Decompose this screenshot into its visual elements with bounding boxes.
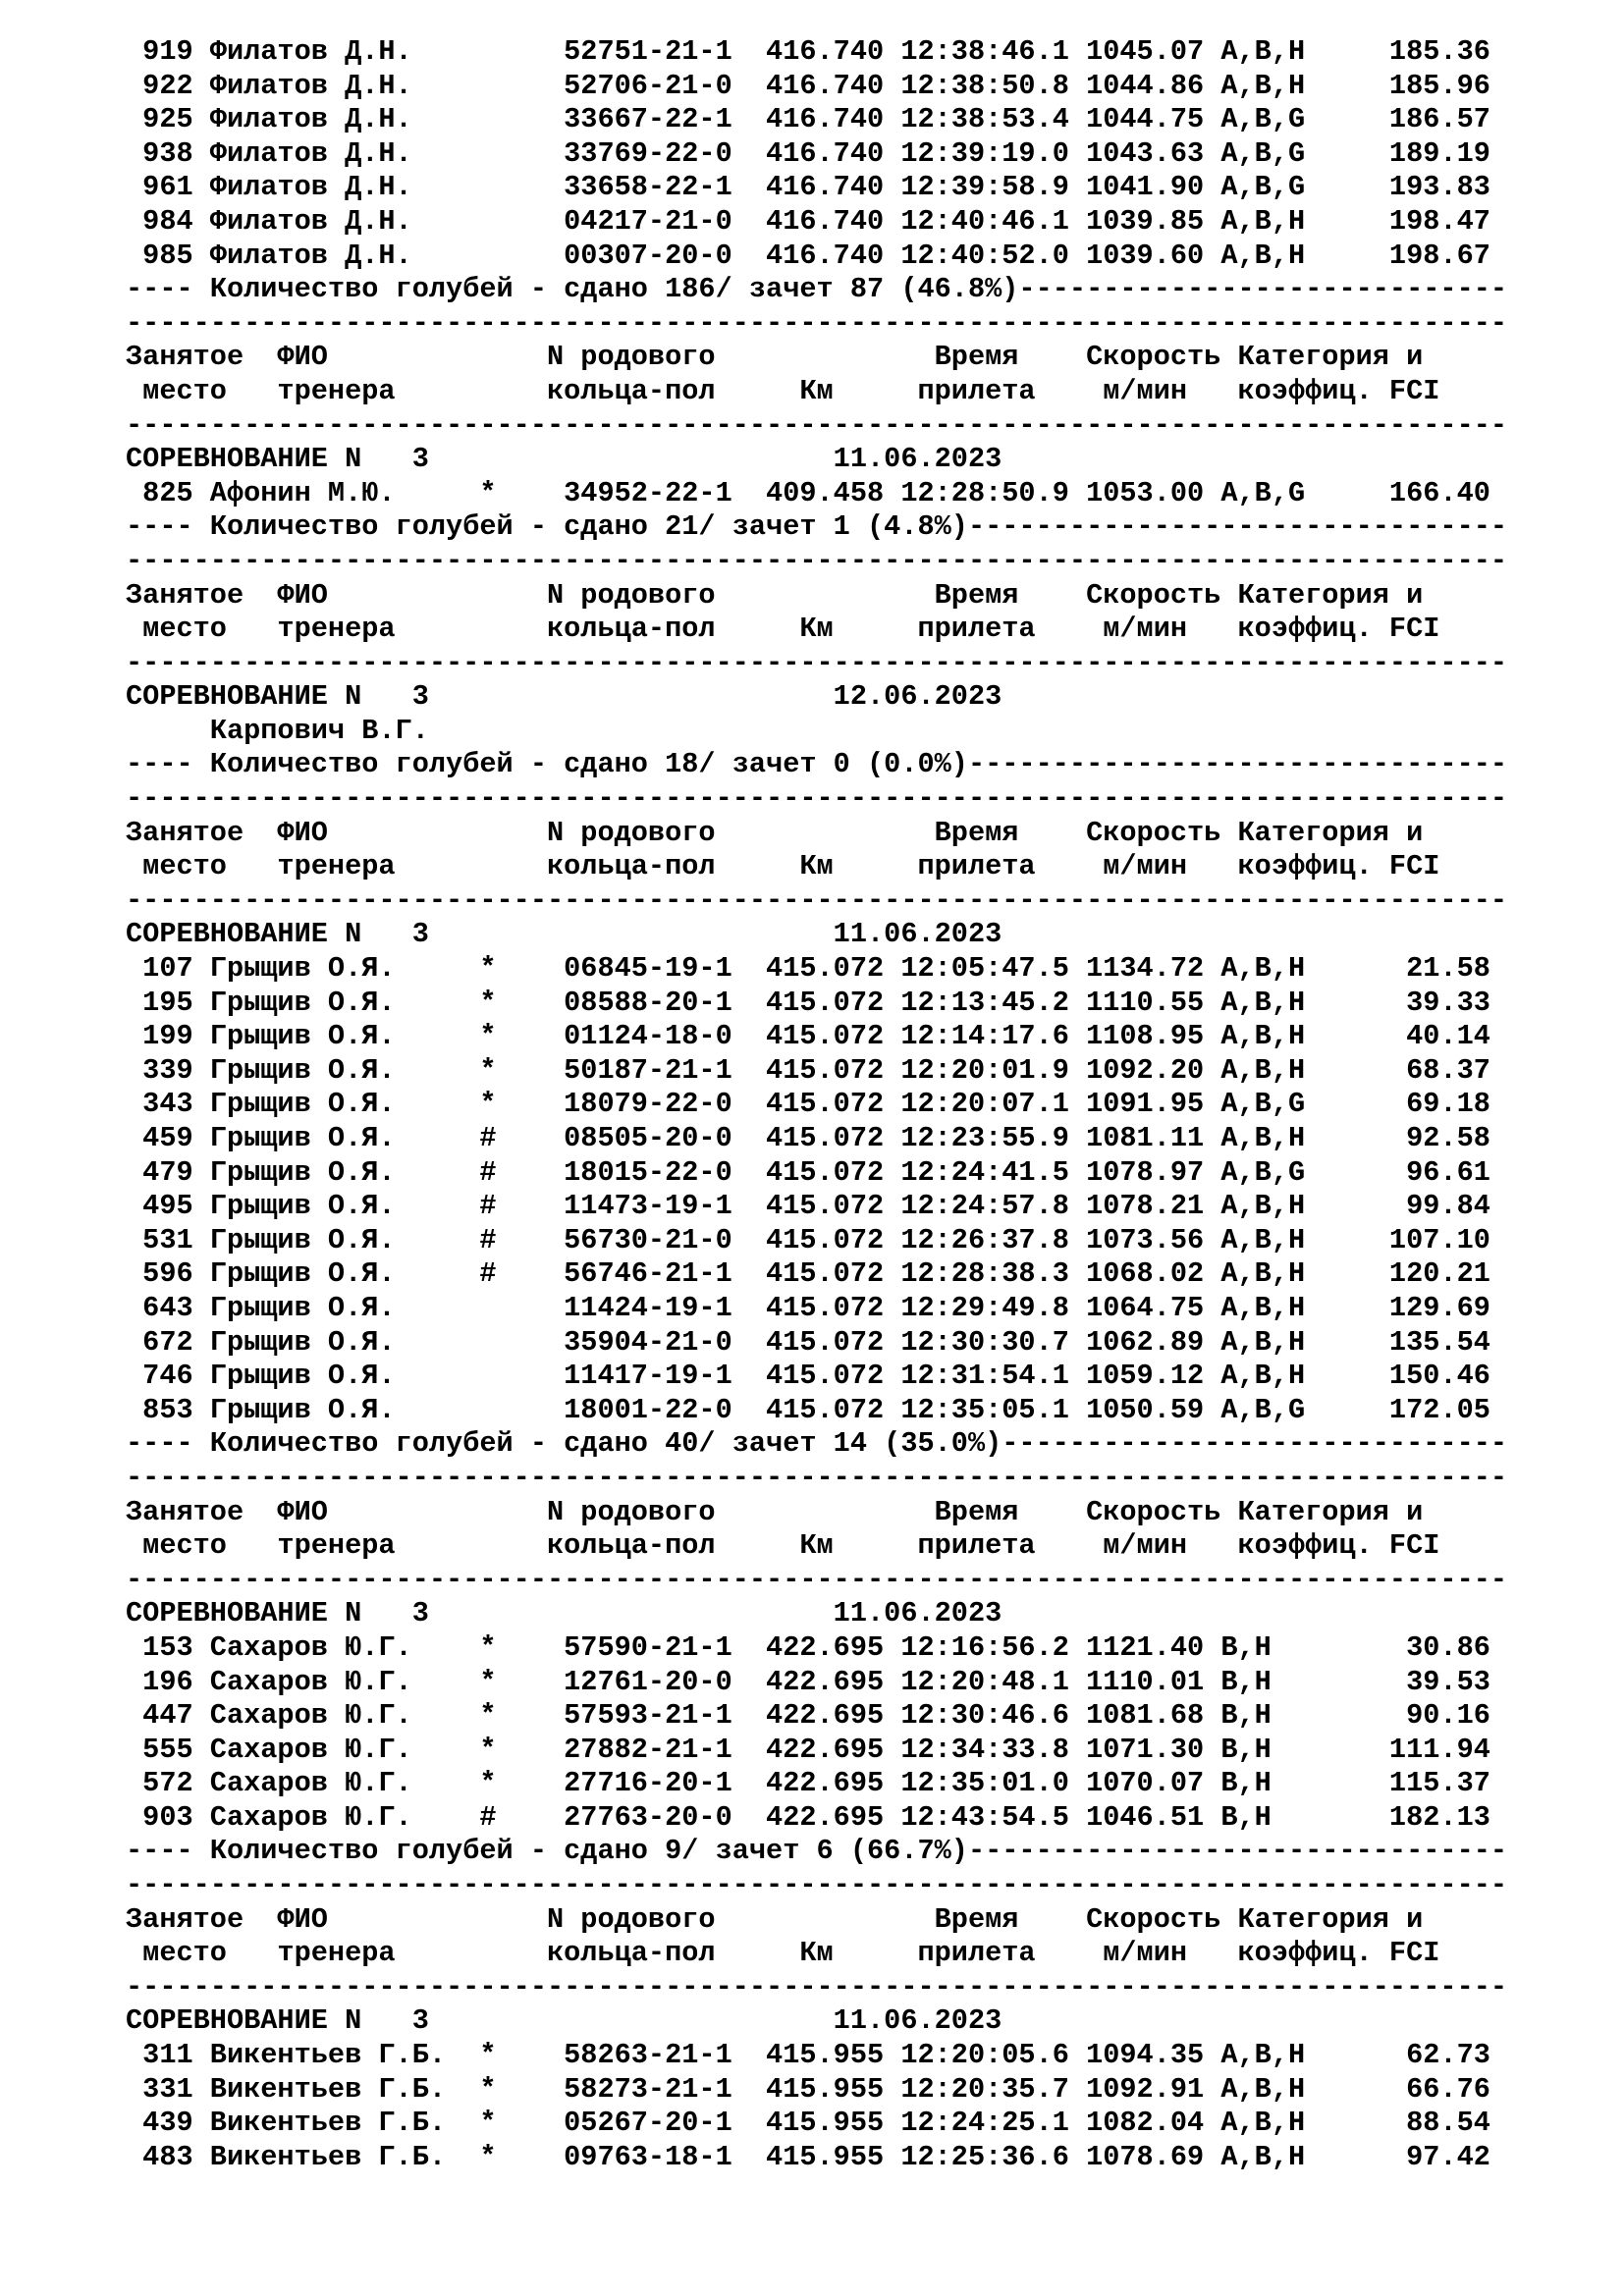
result-row: 483 Викентьев Г.Б. * 09763-18-1 415.955 12:25:36.6 1078.69 A,B,H 97.42 — [126, 2140, 1490, 2173]
separator-line: ---------------------------------------------------------------------------------- — [126, 1970, 1508, 2003]
result-row: 746 Грыщив О.Я. 11417-19-1 415.072 12:31:54.1 1059.12 A,B,H 150.46 — [126, 1360, 1490, 1393]
result-row: 196 Сахаров Ю.Г. * 12761-20-0 422.695 12:20:48.1 1110.01 B,H 39.53 — [126, 1665, 1490, 1698]
result-row: 331 Викентьев Г.Б. * 58273-21-1 415.955 12:20:35.7 1092.91 A,B,H 66.76 — [126, 2072, 1490, 2106]
results-document — [126, 35, 1598, 2174]
result-row: 107 Грыщив О.Я. * 06845-19-1 415.072 12:05:47.5 1134.72 A,B,H 21.58 — [126, 952, 1490, 986]
column-header-line: Занятое ФИО N родового Время Скорость Категория и — [126, 1495, 1424, 1528]
result-row: 195 Грыщив О.Я. * 08588-20-1 415.072 12:13:45.2 1110.55 A,B,H 39.33 — [126, 986, 1490, 1019]
separator-line: ---------------------------------------------------------------------------------- — [126, 306, 1508, 340]
result-row: 153 Сахаров Ю.Г. * 57590-21-1 422.695 12:16:56.2 1121.40 B,H 30.86 — [126, 1630, 1490, 1664]
competition-header: СОРЕВНОВАНИЕ N 3 11.06.2023 — [126, 2004, 1002, 2038]
column-header-line: Занятое ФИО N родового Время Скорость Категория и — [126, 816, 1424, 849]
separator-line: ---------------------------------------------------------------------------------- — [126, 408, 1508, 442]
competition-header: СОРЕВНОВАНИЕ N 3 12.06.2023 — [126, 680, 1002, 714]
result-row: 343 Грыщив О.Я. * 18079-22-0 415.072 12:20:07.1 1091.95 A,B,G 69.18 — [126, 1088, 1490, 1121]
summary-line: ---- Количество голубей - сдано 9/ зачет 6 (66.7%)-------------------------------- — [126, 1835, 1508, 1868]
result-row: 495 Грыщив О.Я. # 11473-19-1 415.072 12:24:57.8 1078.21 A,B,H 99.84 — [126, 1190, 1490, 1223]
column-header-line: Занятое ФИО N родового Время Скорость Категория и — [126, 578, 1424, 612]
competition-header: СОРЕВНОВАНИЕ N 3 11.06.2023 — [126, 1597, 1002, 1630]
result-row: 919 Филатов Д.Н. 52751-21-1 416.740 12:38:46.1 1045.07 A,B,H 185.36 — [126, 35, 1490, 68]
separator-line: ---------------------------------------------------------------------------------- — [126, 646, 1508, 679]
result-row: 825 Афонин М.Ю. * 34952-22-1 409.458 12:28:50.9 1053.00 A,B,G 166.40 — [126, 476, 1490, 509]
separator-line: ---------------------------------------------------------------------------------- — [126, 1461, 1508, 1494]
separator-line: ---------------------------------------------------------------------------------- — [126, 1563, 1508, 1596]
result-row: 853 Грыщив О.Я. 18001-22-0 415.072 12:35:05.1 1050.59 A,B,G 172.05 — [126, 1393, 1490, 1426]
column-subheader-line: место тренера кольца-пол Км прилета м/мин коэффиц. FCI — [126, 1529, 1440, 1563]
result-row: 938 Филатов Д.Н. 33769-22-0 416.740 12:39:19.0 1043.63 A,B,G 189.19 — [126, 136, 1490, 170]
result-row: 339 Грыщив О.Я. * 50187-21-1 415.072 12:20:01.9 1092.20 A,B,H 68.37 — [126, 1053, 1490, 1087]
separator-line: ---------------------------------------------------------------------------------- — [126, 782, 1508, 816]
result-row: 922 Филатов Д.Н. 52706-21-0 416.740 12:38:50.8 1044.86 A,B,H 185.96 — [126, 69, 1490, 102]
column-subheader-line: место тренера кольца-пол Км прилета м/мин коэффиц. FCI — [126, 374, 1440, 407]
result-row: 643 Грыщив О.Я. 11424-19-1 415.072 12:29:49.8 1064.75 A,B,H 129.69 — [126, 1291, 1490, 1324]
separator-line: ---------------------------------------------------------------------------------- — [126, 883, 1508, 917]
result-row: 311 Викентьев Г.Б. * 58263-21-1 415.955 12:20:05.6 1094.35 A,B,H 62.73 — [126, 2039, 1490, 2072]
result-row: 903 Сахаров Ю.Г. # 27763-20-0 422.695 12:43:54.5 1046.51 B,H 182.13 — [126, 1800, 1490, 1834]
separator-line: ---------------------------------------------------------------------------------- — [126, 544, 1508, 577]
summary-line: ---- Количество голубей - сдано 40/ зачет 14 (35.0%)------------------------------ — [126, 1427, 1508, 1461]
column-header-line: Занятое ФИО N родового Время Скорость Категория и — [126, 341, 1424, 374]
result-row: 596 Грыщив О.Я. # 56746-21-1 415.072 12:28:38.3 1068.02 A,B,H 120.21 — [126, 1257, 1490, 1291]
result-row: 439 Викентьев Г.Б. * 05267-20-1 415.955 12:24:25.1 1082.04 A,B,H 88.54 — [126, 2107, 1490, 2140]
summary-line: ---- Количество голубей - сдано 18/ зачет 0 (0.0%)-------------------------------- — [126, 748, 1508, 781]
result-row: 961 Филатов Д.Н. 33658-22-1 416.740 12:39:58.9 1041.90 A,B,G 193.83 — [126, 171, 1490, 204]
result-row: 572 Сахаров Ю.Г. * 27716-20-1 422.695 12:35:01.0 1070.07 B,H 115.37 — [126, 1767, 1490, 1800]
result-row: 672 Грыщив О.Я. 35904-21-0 415.072 12:30:30.7 1062.89 A,B,H 135.54 — [126, 1325, 1490, 1359]
result-row: 199 Грыщив О.Я. * 01124-18-0 415.072 12:14:17.6 1108.95 A,B,H 40.14 — [126, 1020, 1490, 1053]
summary-line: ---- Количество голубей - сдано 186/ зачет 87 (46.8%)----------------------------- — [126, 273, 1508, 306]
competition-header: СОРЕВНОВАНИЕ N 3 11.06.2023 — [126, 918, 1002, 951]
column-subheader-line: место тренера кольца-пол Км прилета м/мин коэффиц. FCI — [126, 613, 1440, 646]
result-row: 479 Грыщив О.Я. # 18015-22-0 415.072 12:24:41.5 1078.97 A,B,G 96.61 — [126, 1155, 1490, 1189]
competition-header: СОРЕВНОВАНИЕ N 3 11.06.2023 — [126, 443, 1002, 476]
column-header-line: Занятое ФИО N родового Время Скорость Категория и — [126, 1902, 1424, 1936]
result-row: 459 Грыщив О.Я. # 08505-20-0 415.072 12:23:55.9 1081.11 A,B,H 92.58 — [126, 1122, 1490, 1154]
result-row: 555 Сахаров Ю.Г. * 27882-21-1 422.695 12:34:33.8 1071.30 B,H 111.94 — [126, 1733, 1490, 1766]
result-row: 925 Филатов Д.Н. 33667-22-1 416.740 12:38:53.4 1044.75 A,B,G 186.57 — [126, 103, 1490, 136]
result-row: 531 Грыщив О.Я. # 56730-21-0 415.072 12:26:37.8 1073.56 A,B,H 107.10 — [126, 1223, 1490, 1256]
column-subheader-line: место тренера кольца-пол Км прилета м/мин коэффиц. FCI — [126, 850, 1440, 883]
separator-line: ---------------------------------------------------------------------------------- — [126, 1869, 1508, 1902]
result-row: 985 Филатов Д.Н. 00307-20-0 416.740 12:40:52.0 1039.60 A,B,H 198.67 — [126, 239, 1490, 272]
result-row: 447 Сахаров Ю.Г. * 57593-21-1 422.695 12:30:46.6 1081.68 B,H 90.16 — [126, 1699, 1490, 1733]
column-subheader-line: место тренера кольца-пол Км прилета м/мин коэффиц. FCI — [126, 1937, 1440, 1970]
fancier-name-line: Карпович В.Г. — [126, 714, 429, 747]
result-row: 984 Филатов Д.Н. 04217-21-0 416.740 12:40:46.1 1039.85 A,B,H 198.47 — [126, 204, 1490, 238]
summary-line: ---- Количество голубей - сдано 21/ зачет 1 (4.8%)-------------------------------- — [126, 510, 1508, 544]
